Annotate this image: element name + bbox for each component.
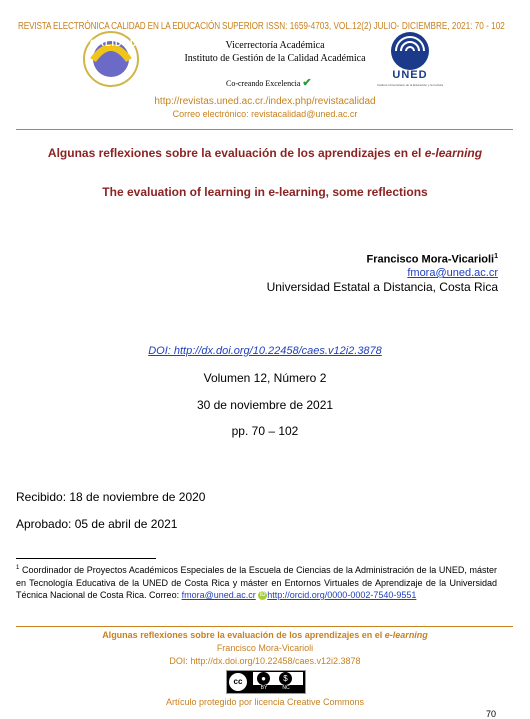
footnote	[16, 562, 497, 602]
footnote-text: Coordinador de Proyectos Académicos Especiales de la Escuela de Ciencias de la Administración de la UNED, máster en Tecnología Educativa de la UNED de Costa Rica y máster en Entornos Virtuales de Aprendizaje de la Universidad Técnica Nacional de Costa Rica. Correo:	[16, 565, 497, 600]
header-divider	[16, 129, 513, 130]
cc-icon: cc	[229, 673, 247, 691]
publication-date: 30 de noviembre de 2021	[196, 398, 334, 412]
instituto: Instituto de Gestión de la Calidad Académica	[184, 53, 366, 64]
footer-divider	[16, 626, 513, 627]
page-number: 70	[485, 709, 496, 719]
footer-title-italic: e-learning	[384, 630, 428, 640]
title-spanish-main: Algunas reflexiones sobre la evaluación de los aprendizajes en el	[47, 146, 425, 160]
uned-logo-caption: Instituto Universitario de la Educación y la Cultura	[376, 83, 444, 87]
title-spanish-italic: e-learning	[424, 146, 483, 160]
author-email[interactable]: fmora@uned.ac.cr	[407, 267, 498, 279]
footer-license-text: Artículo protegido por licencia Creative Commons	[165, 697, 365, 707]
footnote-orcid[interactable]: http://orcid.org/0000-0002-7540-9551	[267, 590, 417, 600]
cc-nc-label: NC	[282, 685, 290, 691]
footer-doi[interactable]: DOI: http://dx.doi.org/10.22458/caes.v12i2.3878	[169, 656, 361, 666]
author-footnote-mark: 1	[494, 253, 498, 260]
uned-logo-text: UNED	[392, 69, 428, 81]
vicerrectoria: Vicerrectoría Académica	[225, 40, 325, 51]
doi-link[interactable]: DOI: http://dx.doi.org/10.22458/caes.v12i2.3878	[148, 345, 382, 357]
received-date: Recibido: 18 de noviembre de 2020	[16, 490, 206, 504]
footnote-rule	[16, 558, 156, 559]
cocreando-text: Co-creando Excelencia	[226, 79, 301, 88]
orcid-icon: iD	[259, 592, 266, 599]
uned-logo	[376, 31, 444, 93]
title-english: The evaluation of learning in e-learning, some reflections	[102, 185, 428, 199]
cc-by-label: BY	[260, 685, 268, 691]
footnote-mark: 1	[16, 565, 20, 571]
journal-url[interactable]: http://revistas.uned.ac.cr./index.php/revistacalidad	[154, 96, 376, 107]
check-icon: ✔	[302, 77, 312, 89]
title-spanish	[0, 146, 530, 160]
footer-author: Francisco Mora-Vicarioli	[216, 643, 314, 653]
calidad-logo	[82, 30, 140, 88]
author-name-line	[367, 253, 498, 266]
approved-date: Aprobado: 05 de abril de 2021	[16, 517, 178, 531]
cc-license-badge[interactable]	[226, 670, 306, 694]
cocreando-line	[226, 76, 312, 89]
calidad-logo-text: CALIDAD	[90, 38, 138, 48]
issn-line: ISSN: 1659-4703, VOL.12(2) JULIO- DICIEMBRE, 2021: 70 - 102	[266, 21, 505, 32]
pages: pp. 70 – 102	[231, 424, 299, 438]
author-affiliation: Universidad Estatal a Distancia, Costa Rica	[266, 280, 498, 294]
no-dollar-icon: $	[279, 672, 292, 685]
person-icon: ●	[257, 672, 270, 685]
doi-container	[0, 345, 530, 357]
footnote-email[interactable]: fmora@uned.ac.cr	[181, 590, 256, 600]
footer-title-main: Algunas reflexiones sobre la evaluación de los aprendizajes en el	[102, 630, 385, 640]
journal-email[interactable]: Correo electrónico: revistacalidad@uned.ac.cr	[172, 109, 358, 119]
journal-name: REVISTA ELECTRÓNICA CALIDAD EN LA EDUCACIÓN SUPERIOR	[18, 21, 264, 32]
volume: Volumen 12, Número 2	[203, 371, 327, 385]
footer-title	[0, 630, 530, 640]
author-name: Francisco Mora-Vicarioli	[366, 253, 495, 266]
